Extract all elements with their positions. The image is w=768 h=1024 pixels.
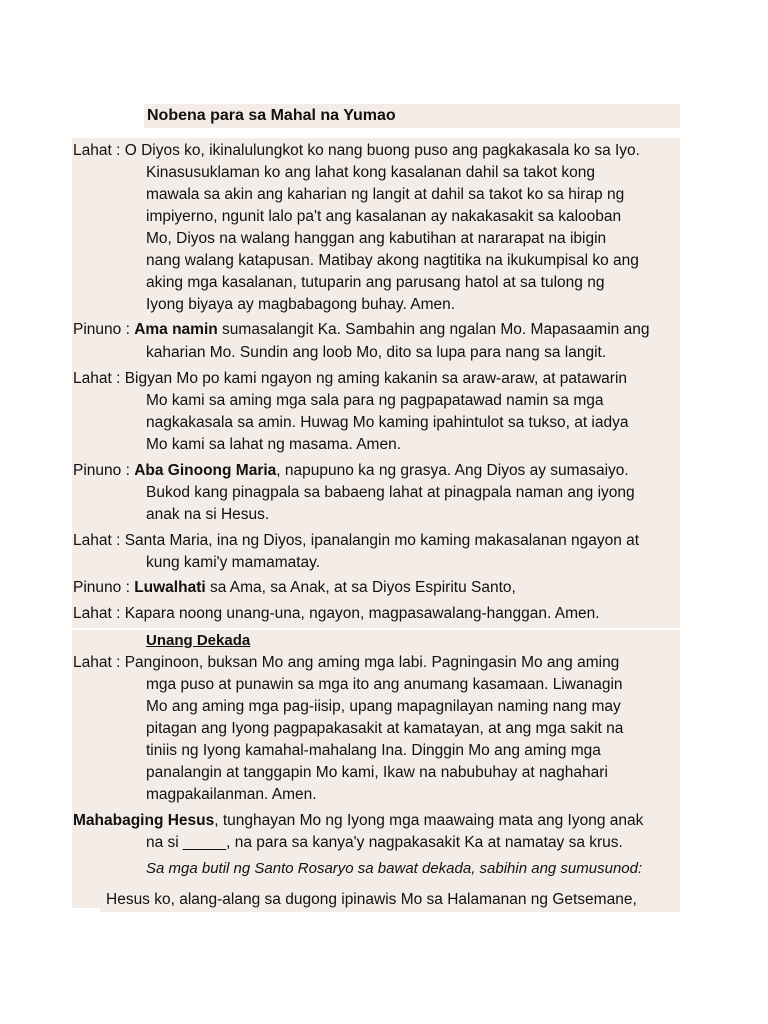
prayer-line: pitagan ang Iyong pagpapakasakit at kamatayan, at ang mga sakit na <box>146 720 624 737</box>
prayer-name: Luwalhati <box>134 579 206 596</box>
prayer-text: sumasalangit Ka. Sambahin ang ngalan Mo. Mapasaamin ang <box>217 321 650 338</box>
prayer-line: tiniis ng Iyong kamahal-mahalang Ina. Dinggin Mo ang aming mga <box>146 742 601 759</box>
prayer-text: , tunghayan Mo ng Iyong mga maawaing mata ang Iyong anak <box>214 812 644 829</box>
speaker-label: Pinuno : <box>73 321 135 338</box>
prayer-name: Mahabaging Hesus <box>73 812 215 829</box>
prayer-lead-line: Lahat : Bigyan Mo po kami ngayon ng aming kakanin sa araw-araw, at patawarin <box>73 370 628 387</box>
prayer-lead-line <box>73 319 649 341</box>
speaker-label: Pinuno : <box>73 462 135 479</box>
prayer-lead-line <box>73 810 643 832</box>
prayer-line: Kinasusuklaman ko ang lahat kong kasalanan dahil sa takot kong <box>146 164 595 181</box>
prayer-line: Bukod kang pinagpala sa babaeng lahat at pinagpala naman ang iyong <box>146 484 635 501</box>
prayer-line: kaharian Mo. Sundin ang loob Mo, dito sa lupa para nang sa langit. <box>146 344 607 361</box>
prayer-line: aking mga kasalanan, tutuparin ang parusang hatol at sa tulong ng <box>146 274 605 291</box>
prayer-text: , napupuno ka ng grasya. Ang Diyos ay sumasaiyo. <box>276 462 629 479</box>
prayer-lead-line <box>73 577 516 599</box>
section-heading: Unang Dekada <box>146 632 251 649</box>
prayer-line: panalangin at tanggapin Mo kami, Ikaw na nabubuhay at naghahari <box>146 764 608 781</box>
prayer-line: nang walang katapusan. Matibay akong nagtitika na ikukumpisal ko ang <box>146 252 639 269</box>
prayer-line: Mo kami sa lahat ng masama. Amen. <box>146 436 402 453</box>
prayer-line: Mo kami sa aming mga sala para ng pagpapatawad namin sa mga <box>146 392 604 409</box>
prayer-line: mga puso at punawin sa mga ito ang anumang kasamaan. Liwanagin <box>146 676 623 693</box>
prayer-lead-line: Lahat : Santa Maria, ina ng Diyos, ipanalangin mo kaming makasalanan ngayon at <box>73 532 640 549</box>
prayer-line: na si _____, na para sa kanya'y nagpakasakit Ka at namatay sa krus. <box>146 834 623 851</box>
instruction-note: Sa mga butil ng Santo Rosaryo sa bawat dekada, sabihin ang sumusunod: <box>146 860 643 877</box>
prayer-lead-line <box>73 460 629 482</box>
prayer-lead-line: Lahat : O Diyos ko, ikinalulungkot ko nang buong puso ang pagkakasala ko sa Iyo. <box>73 142 640 159</box>
prayer-text: sa Ama, sa Anak, at sa Diyos Espiritu Santo, <box>205 579 516 596</box>
prayer-line: anak na si Hesus. <box>146 506 270 523</box>
prayer-line: nagkakasala sa amin. Huwag Mo kaming ipahintulot sa tukso, at iadya <box>146 414 629 431</box>
prayer-line: Mo, Diyos na walang hanggan ang kabutihan at nararapat na ibigin <box>146 230 607 247</box>
prayer-line: kung kami'y mamamatay. <box>146 554 321 571</box>
prayer-lead-line: Lahat : Kapara noong unang-una, ngayon, magpasawalang-hanggan. Amen. <box>73 605 600 622</box>
prayer-line: mawala sa akin ang kaharian ng langit at dahil sa takot ko sa hirap ng <box>146 186 625 203</box>
prayer-line: impiyerno, ngunit lalo pa't ang kasalanan ay nakakasakit sa kalooban <box>146 208 622 225</box>
prayer-line: Mo ang aming mga pag-iisip, upang mapagnilayan naming nang may <box>146 698 621 715</box>
speaker-label: Pinuno : <box>73 579 135 596</box>
prayer-line: Iyong biyaya ay magbabagong buhay. Amen. <box>146 296 456 313</box>
prayer-lead-line: Lahat : Panginoon, buksan Mo ang aming mga labi. Pagningasin Mo ang aming <box>73 654 620 671</box>
prayer-name: Ama namin <box>134 321 218 338</box>
prayer-line: magpakailanman. Amen. <box>146 786 317 803</box>
prayer-name: Aba Ginoong Maria <box>134 462 277 479</box>
prayer-line: Hesus ko, alang-alang sa dugong ipinawis Mo sa Halamanan ng Getsemane, <box>106 891 637 908</box>
page-title: Nobena para sa Mahal na Yumao <box>147 107 396 124</box>
